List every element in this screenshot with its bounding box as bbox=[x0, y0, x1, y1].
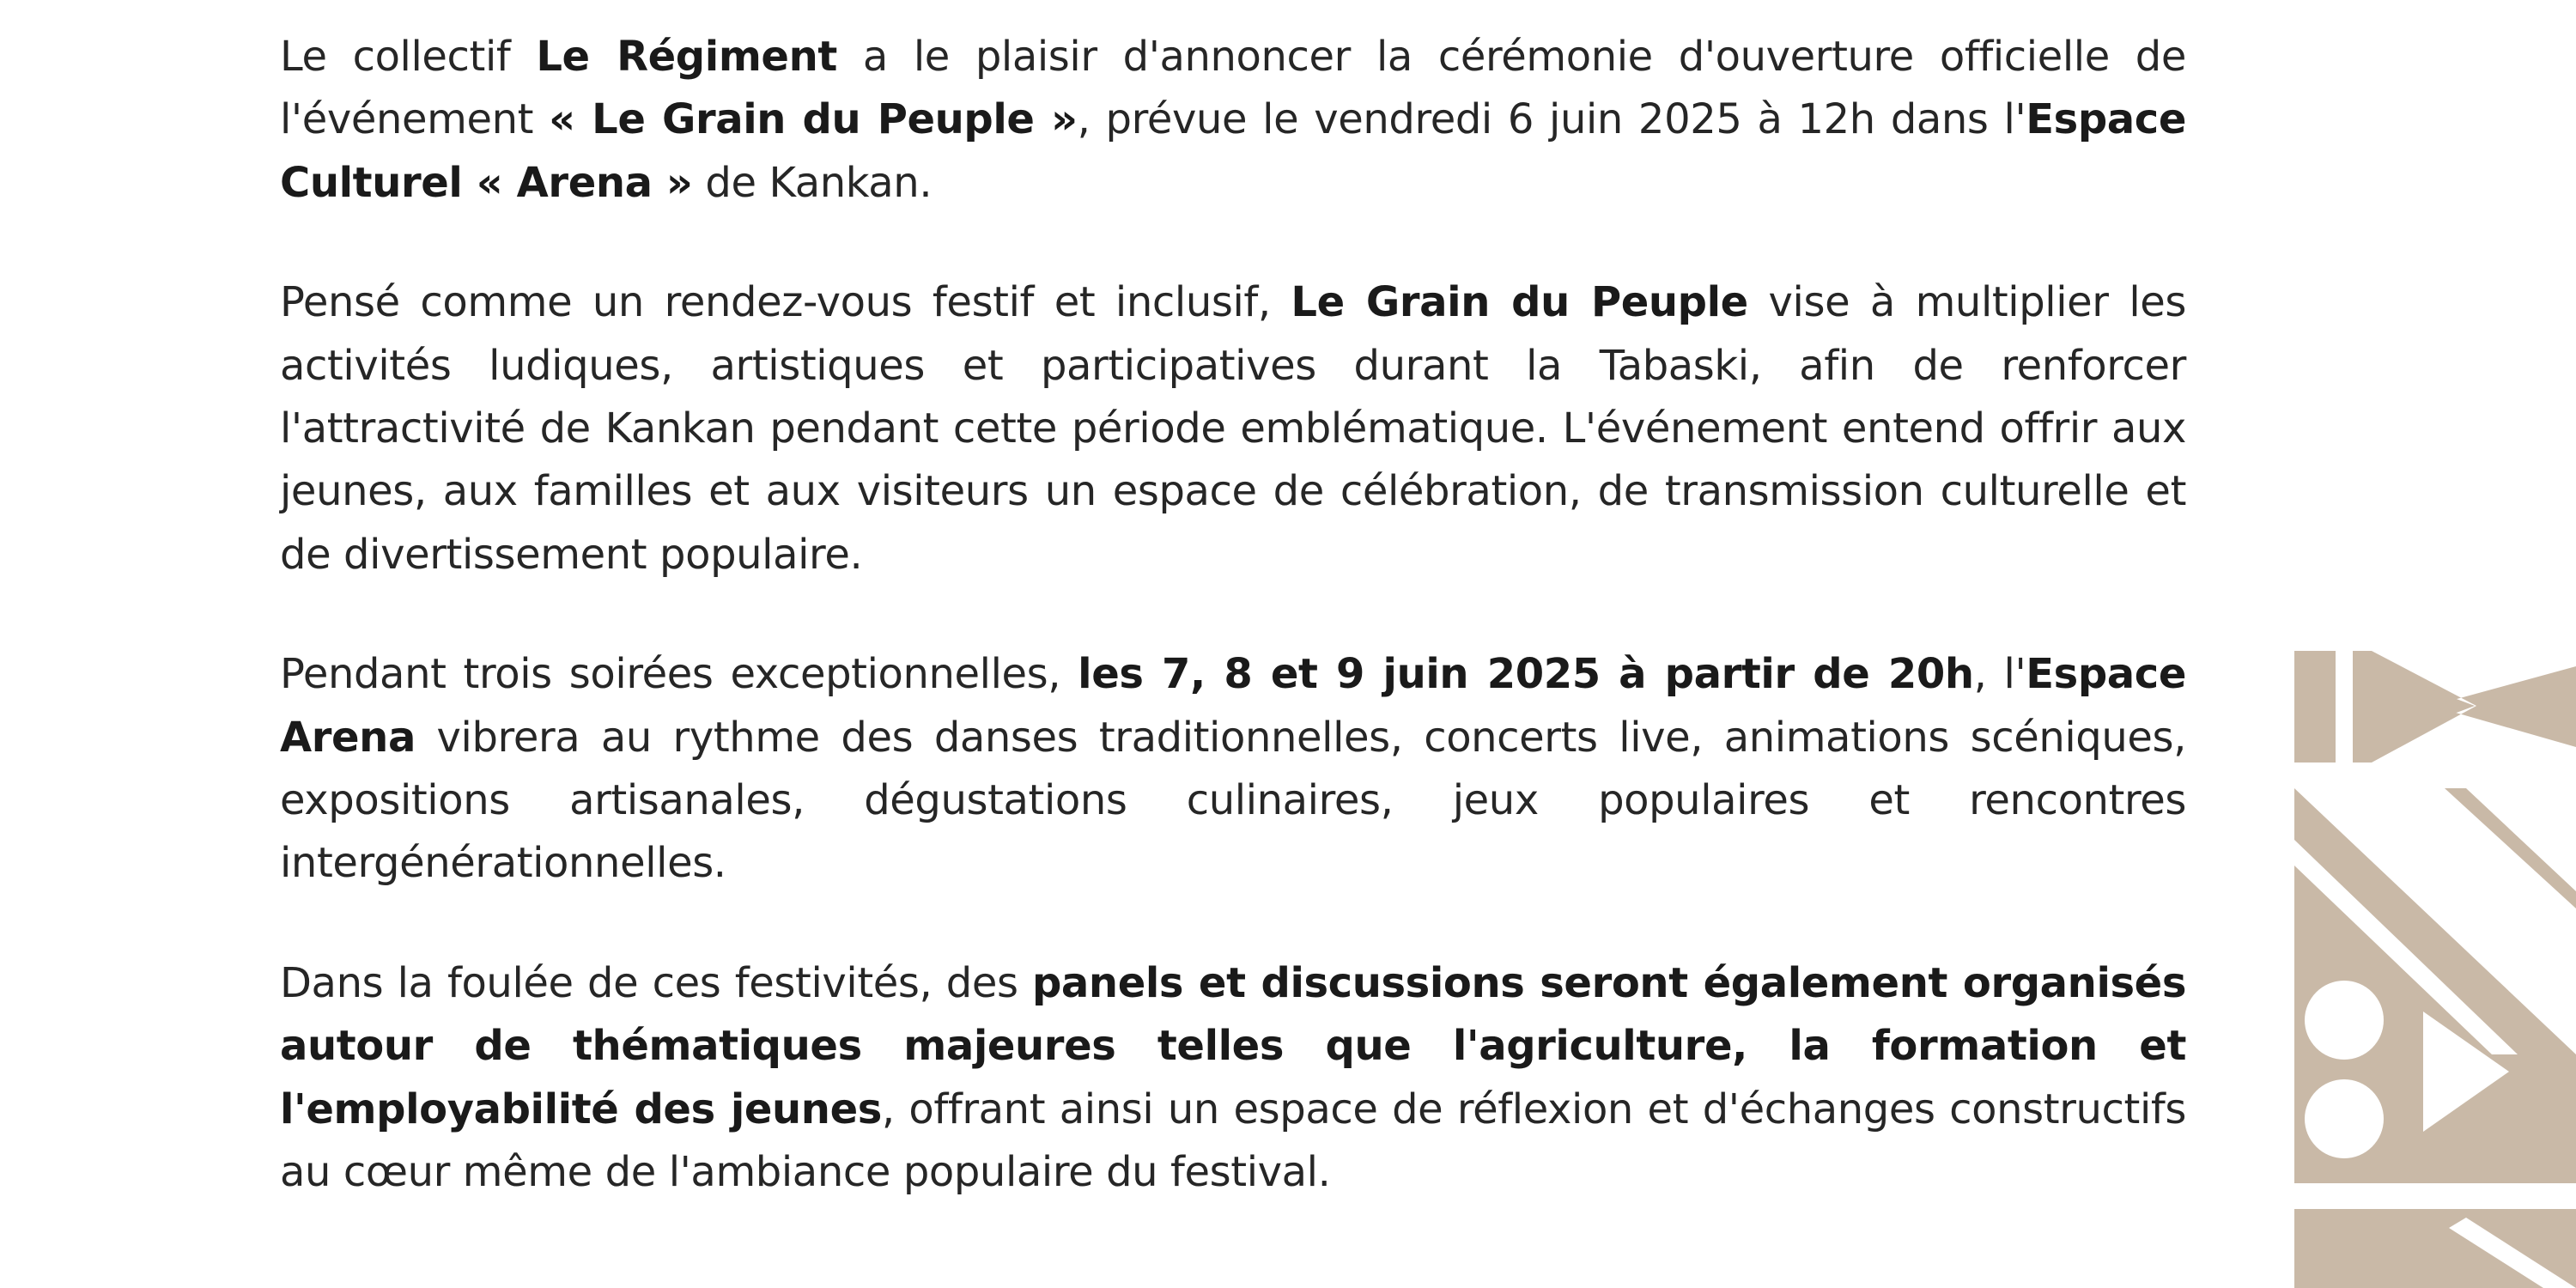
bold-text-run: Espace Culturel « Arena » bbox=[280, 95, 2186, 207]
text-run: de Kankan. bbox=[692, 158, 933, 207]
bold-text-run: « Le Grain du Peuple » bbox=[549, 95, 1078, 144]
text-run: Pendant trois soirées exceptionnelles, bbox=[280, 650, 1078, 699]
text-run: vise à multiplier les activités ludiques, artistiques et participatives durant la Tabaski, afin de renforcer l'attractivité de Kankan pendant cette période emblématique. L'événement entend offrir aux jeunes, aux familles et aux visiteurs un espace de célébration, de transmission culturelle et de divertissement populaire. bbox=[280, 278, 2186, 579]
text-run: , l' bbox=[1973, 650, 2026, 699]
paragraph-panels bbox=[280, 952, 2186, 1205]
paragraph-evenings bbox=[280, 643, 2186, 896]
text-run: , prévue le vendredi 6 juin 2025 à 12h dans l' bbox=[1077, 95, 2026, 144]
text-run: Le collectif bbox=[280, 33, 537, 81]
paragraph-opening bbox=[280, 26, 2186, 215]
bold-text-run: Espace Arena bbox=[280, 650, 2186, 762]
bottom-fade bbox=[258, 1236, 2233, 1288]
paragraph-purpose bbox=[280, 271, 2186, 586]
text-run: vibrera au rythme des danses traditionnelles, concerts live, animations scéniques, expositions artisanales, dégustations culinaires, jeux populaires et rencontres intergénérationnelles. bbox=[280, 713, 2186, 888]
bold-text-run: Le Grain du Peuple bbox=[1291, 278, 1748, 327]
geometric-ornament-icon bbox=[2294, 651, 2576, 1288]
text-run: Pensé comme un rendez-vous festif et inclusif, bbox=[280, 278, 1291, 327]
bold-text-run: panels et discussions seront également organisés autour de thématiques majeures telles que l'agriculture, la formation et l'employabilité des jeunes bbox=[280, 958, 2186, 1133]
text-run: , offrant ainsi un espace de réflexion et d'échanges constructifs au cœur même de l'ambiance populaire du festival. bbox=[280, 1084, 2187, 1197]
text-run: a le plaisir d'annoncer la cérémonie d'ouverture officielle de l'événement bbox=[280, 33, 2186, 144]
bold-text-run: les 7, 8 et 9 juin 2025 à partir de 20h bbox=[1078, 650, 1974, 699]
press-release-body bbox=[280, 26, 2186, 1261]
bold-text-run: Le Régiment bbox=[536, 33, 837, 81]
text-run: Dans la foulée de ces festivités, des bbox=[280, 958, 1032, 1007]
